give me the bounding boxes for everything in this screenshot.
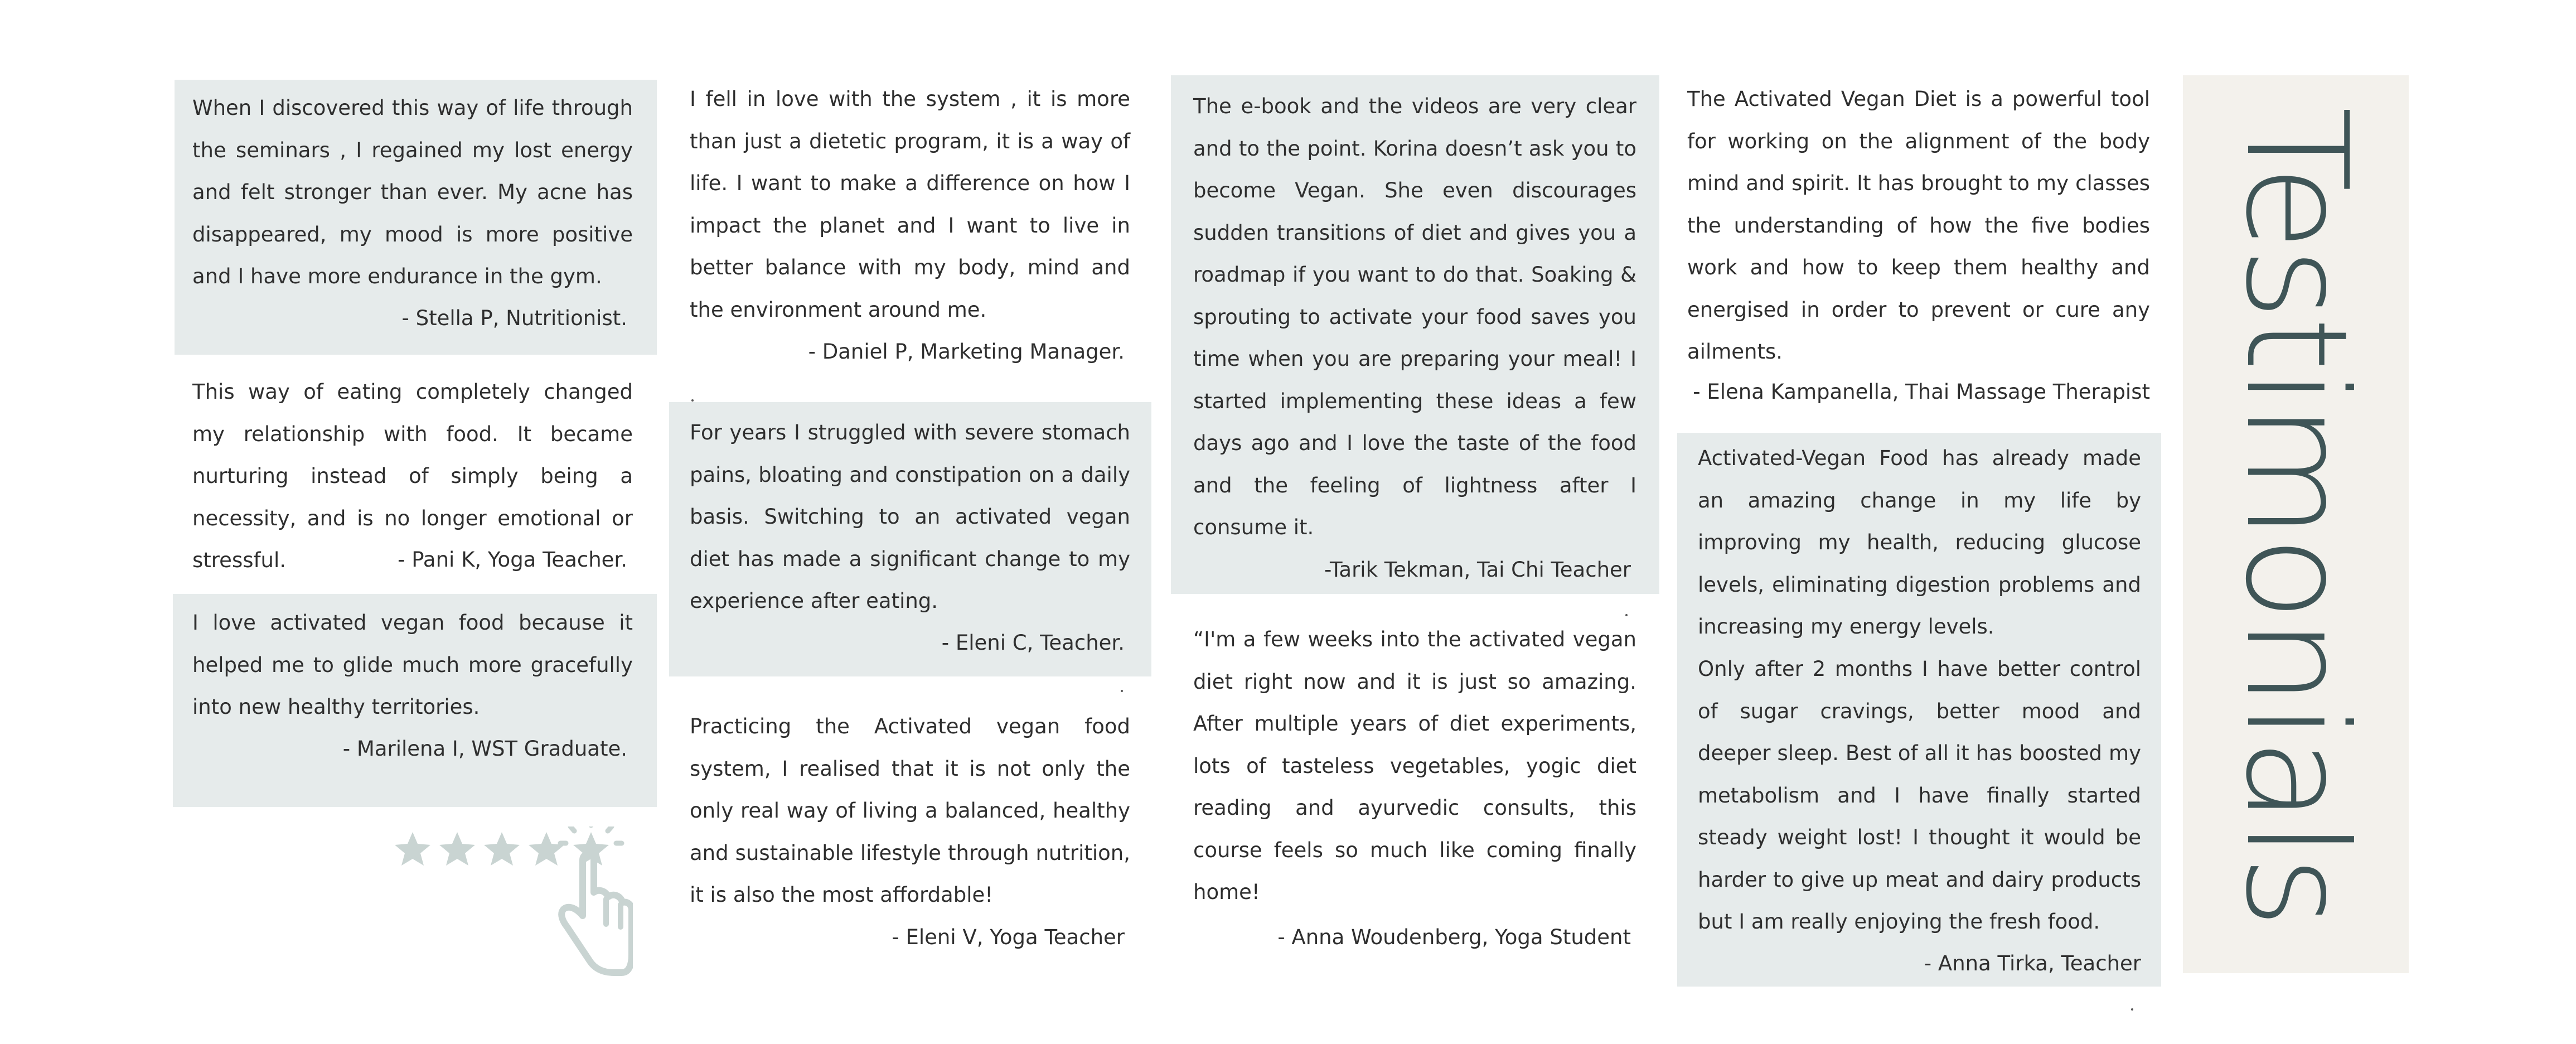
stray-dot <box>2131 1008 2133 1011</box>
stray-dot <box>1121 690 1123 692</box>
star-rating-click-icon <box>393 826 633 994</box>
testimonial-author-elena: - Elena Kampanella, Thai Massage Therapist <box>1693 380 2150 404</box>
testimonial-author-eleni-c: - Eleni C, Teacher. <box>941 631 1125 655</box>
testimonial-text-marilena: I love activated vegan food because it helped me to glide much more gracefully into new healthy territories. <box>192 611 633 719</box>
testimonial-text-elena: The Activated Vegan Diet is a powerful tool for working on the alignment of the body mind and spirit. It has brought to my classes the understanding of how the five bodies work and how to keep them healthy and energised in order to prevent or cure any ailments. <box>1687 87 2150 364</box>
testimonial-author-eleni-v: - Eleni V, Yoga Teacher <box>892 925 1125 949</box>
testimonial-text-daniel: I fell in love with the system , it is more than just a dietetic program, it is a way of life. I want to make a difference on how I impact the planet and I want to live in better balance with my body, mind and the environment around me. <box>690 87 1130 322</box>
stray-dot <box>1625 614 1628 616</box>
testimonial-text-anna-t-more: Only after 2 months I have better control of sugar cravings, better mood and deeper sleep. Best of all it has boosted my metabolism and I have finally started steady weight lost! I thought it would be harder to give up meat and dairy products but I am really enjoying the fresh food. <box>1698 657 2141 934</box>
testimonial-text-anna-w: “I'm a few weeks into the activated vegan diet right now and it is just so amazing. After multiple years of diet experiments, lots of tasteless vegetables, yogic diet reading and ayurvedic consults, this course feels so much like coming finally home! <box>1193 627 1636 904</box>
testimonial-text-tarik: The e-book and the videos are very clear and to the point. Korina doesn’t ask you to become Vegan. She even discourages sudden transitions of diet and gives you a roadmap if you want to do that. Soaking & sprouting to activate your food saves you time when you are preparing your meal! I started implementing these ideas a few days ago and I love the taste of the food and the feeling of lightness after I consume it. <box>1193 94 1636 539</box>
testimonial-text-eleni-c: For years I struggled with severe stomach pains, bloating and constipation on a daily basis. Switching to an activated vegan diet has made a significant change to my experience after eating. <box>690 420 1130 613</box>
testimonial-text-stella: When I discovered this way of life through the seminars , I regained my lost energy and felt stronger than ever. My acne has disappeared, my mood is more positive and I have more endurance in the gym. <box>192 96 633 288</box>
testimonial-author-tarik: -Tarik Tekman, Tai Chi Teacher <box>1324 558 1631 582</box>
testimonial-text-pani: This way of eating completely changed my relationship with food. It became nurturing instead of simply being a necessity, and is no longer emotional or stressful. <box>192 380 633 572</box>
testimonial-author-pani: - Pani K, Yoga Teacher. <box>398 548 627 572</box>
testimonial-author-daniel: - Daniel P, Marketing Manager. <box>808 340 1125 364</box>
testimonial-author-anna-w: - Anna Woudenberg, Yoga Student <box>1277 925 1631 949</box>
testimonial-author-anna-t: - Anna Tirka, Teacher <box>1924 951 2141 975</box>
testimonial-text-eleni-v: Practicing the Activated vegan food system, I realised that it is not only the only real way of living a balanced, healthy and sustainable lifestyle through nutrition, it is also the most affordable! <box>690 714 1130 907</box>
stray-dot <box>691 399 694 402</box>
testimonial-author-stella: - Stella P, Nutritionist. <box>401 306 627 330</box>
testimonial-author-marilena: - Marilena I, WST Graduate. <box>342 737 627 761</box>
page-title: Testimonials <box>2215 107 2378 925</box>
testimonial-text-anna-t: Activated-Vegan Food has already made an amazing change in my life by improving my health, reducing glucose levels, eliminating digestion problems and increasing my energy levels. <box>1698 446 2141 639</box>
